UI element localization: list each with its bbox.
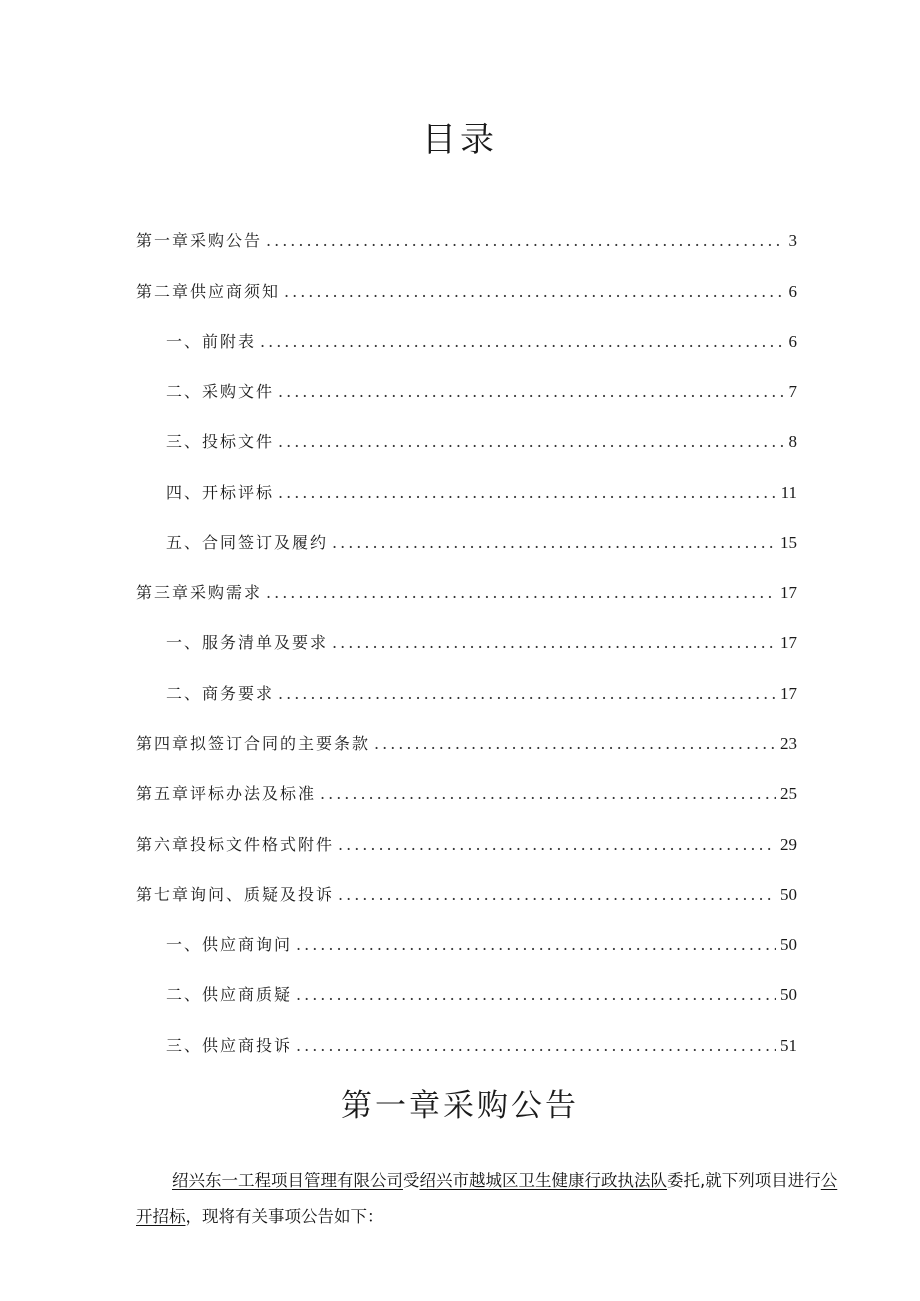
toc-leader-dots [296, 1036, 776, 1055]
toc-entry-label: 第六章投标文件格式附件 [136, 835, 335, 854]
toc-leader-dots [278, 684, 776, 703]
toc-entry[interactable] [166, 329, 797, 355]
toc-entry-label: 二、供应商质疑 [166, 985, 293, 1004]
toc-entry-page: 17 [780, 633, 797, 652]
toc-leader-dots [260, 332, 784, 351]
toc-entry-page: 6 [788, 332, 797, 351]
toc-entry-page: 50 [780, 935, 797, 954]
chapter-heading: 第一章采购公告 [341, 1088, 579, 1124]
toc-leader-dots [332, 633, 776, 652]
toc-entry-page: 11 [780, 483, 797, 502]
toc-entry-page: 51 [780, 1036, 797, 1055]
toc-leader-dots [296, 935, 776, 954]
toc-entry-label: 第二章供应商须知 [136, 282, 281, 301]
toc-entry[interactable] [136, 781, 797, 807]
toc-entry[interactable] [136, 279, 797, 305]
toc-entry-page: 23 [780, 734, 797, 753]
agency-name: 绍兴东一工程项目管理有限公司 [172, 1171, 403, 1190]
procurement-method: 公开招标 [136, 1171, 838, 1226]
notice-text: ，现将有关事项公告如下： [185, 1207, 384, 1226]
toc-leader-dots [278, 432, 784, 451]
toc-leader-dots [332, 533, 776, 552]
toc-entry-page: 17 [780, 684, 797, 703]
toc-entry[interactable] [136, 882, 797, 908]
toc-leader-dots [266, 231, 784, 250]
toc-leader-dots [374, 734, 776, 753]
toc-leader-dots [278, 382, 784, 401]
toc-entry-label: 一、服务清单及要求 [166, 633, 329, 652]
toc-entry-page: 17 [780, 583, 797, 602]
toc-entry-page: 25 [780, 784, 797, 803]
toc-entry[interactable] [166, 681, 797, 707]
toc-entry[interactable] [136, 731, 797, 757]
toc-entry-label: 第一章采购公告 [136, 231, 263, 250]
toc-entry-page: 50 [780, 985, 797, 1004]
toc-entry[interactable] [166, 379, 797, 405]
toc-entry-label: 一、供应商询问 [166, 935, 293, 954]
toc-entry-page: 6 [788, 282, 797, 301]
toc-entry-label: 三、投标文件 [166, 432, 275, 451]
toc-leader-dots [266, 583, 776, 602]
toc-entry-label: 第七章询问、质疑及投诉 [136, 885, 335, 904]
purchaser-name: 绍兴市越城区卫生健康行政执法队 [419, 1171, 667, 1190]
notice-paragraph [136, 1163, 852, 1235]
toc-leader-dots [284, 282, 784, 301]
toc-leader-dots [338, 835, 776, 854]
toc-entry[interactable] [166, 932, 797, 958]
toc-entry[interactable] [136, 832, 797, 858]
toc-entry[interactable] [166, 982, 797, 1008]
toc-entry[interactable] [166, 530, 797, 556]
toc-leader-dots [278, 483, 777, 502]
toc-entry-page: 3 [788, 231, 797, 250]
toc-entry[interactable] [166, 1033, 797, 1059]
toc-entry[interactable] [136, 228, 797, 254]
toc-leader-dots [296, 985, 776, 1004]
toc-entry[interactable] [136, 580, 797, 606]
toc-entry[interactable] [166, 480, 797, 506]
toc-title: 目录 [422, 120, 498, 160]
toc-entry[interactable] [166, 630, 797, 656]
notice-text: 受 [403, 1171, 420, 1190]
toc-entry-label: 一、前附表 [166, 332, 257, 351]
toc-entry[interactable] [166, 429, 797, 455]
toc-entry-label: 四、开标评标 [166, 483, 275, 502]
toc-entry-label: 五、合同签订及履约 [166, 533, 329, 552]
toc-entry-page: 7 [788, 382, 797, 401]
toc-entry-label: 第三章采购需求 [136, 583, 263, 602]
toc-entry-label: 二、采购文件 [166, 382, 275, 401]
toc-entry-label: 二、商务要求 [166, 684, 275, 703]
toc-entry-page: 8 [788, 432, 797, 451]
toc-entry-page: 50 [780, 885, 797, 904]
toc-leader-dots [320, 784, 776, 803]
notice-text: 委托,就下列项目进行 [667, 1171, 821, 1190]
toc-entry-page: 29 [780, 835, 797, 854]
toc-entry-page: 15 [780, 533, 797, 552]
toc-entry-label: 第五章评标办法及标准 [136, 784, 317, 803]
toc-entry-label: 第四章拟签订合同的主要条款 [136, 734, 371, 753]
toc-leader-dots [338, 885, 776, 904]
toc-entry-label: 三、供应商投诉 [166, 1036, 293, 1055]
